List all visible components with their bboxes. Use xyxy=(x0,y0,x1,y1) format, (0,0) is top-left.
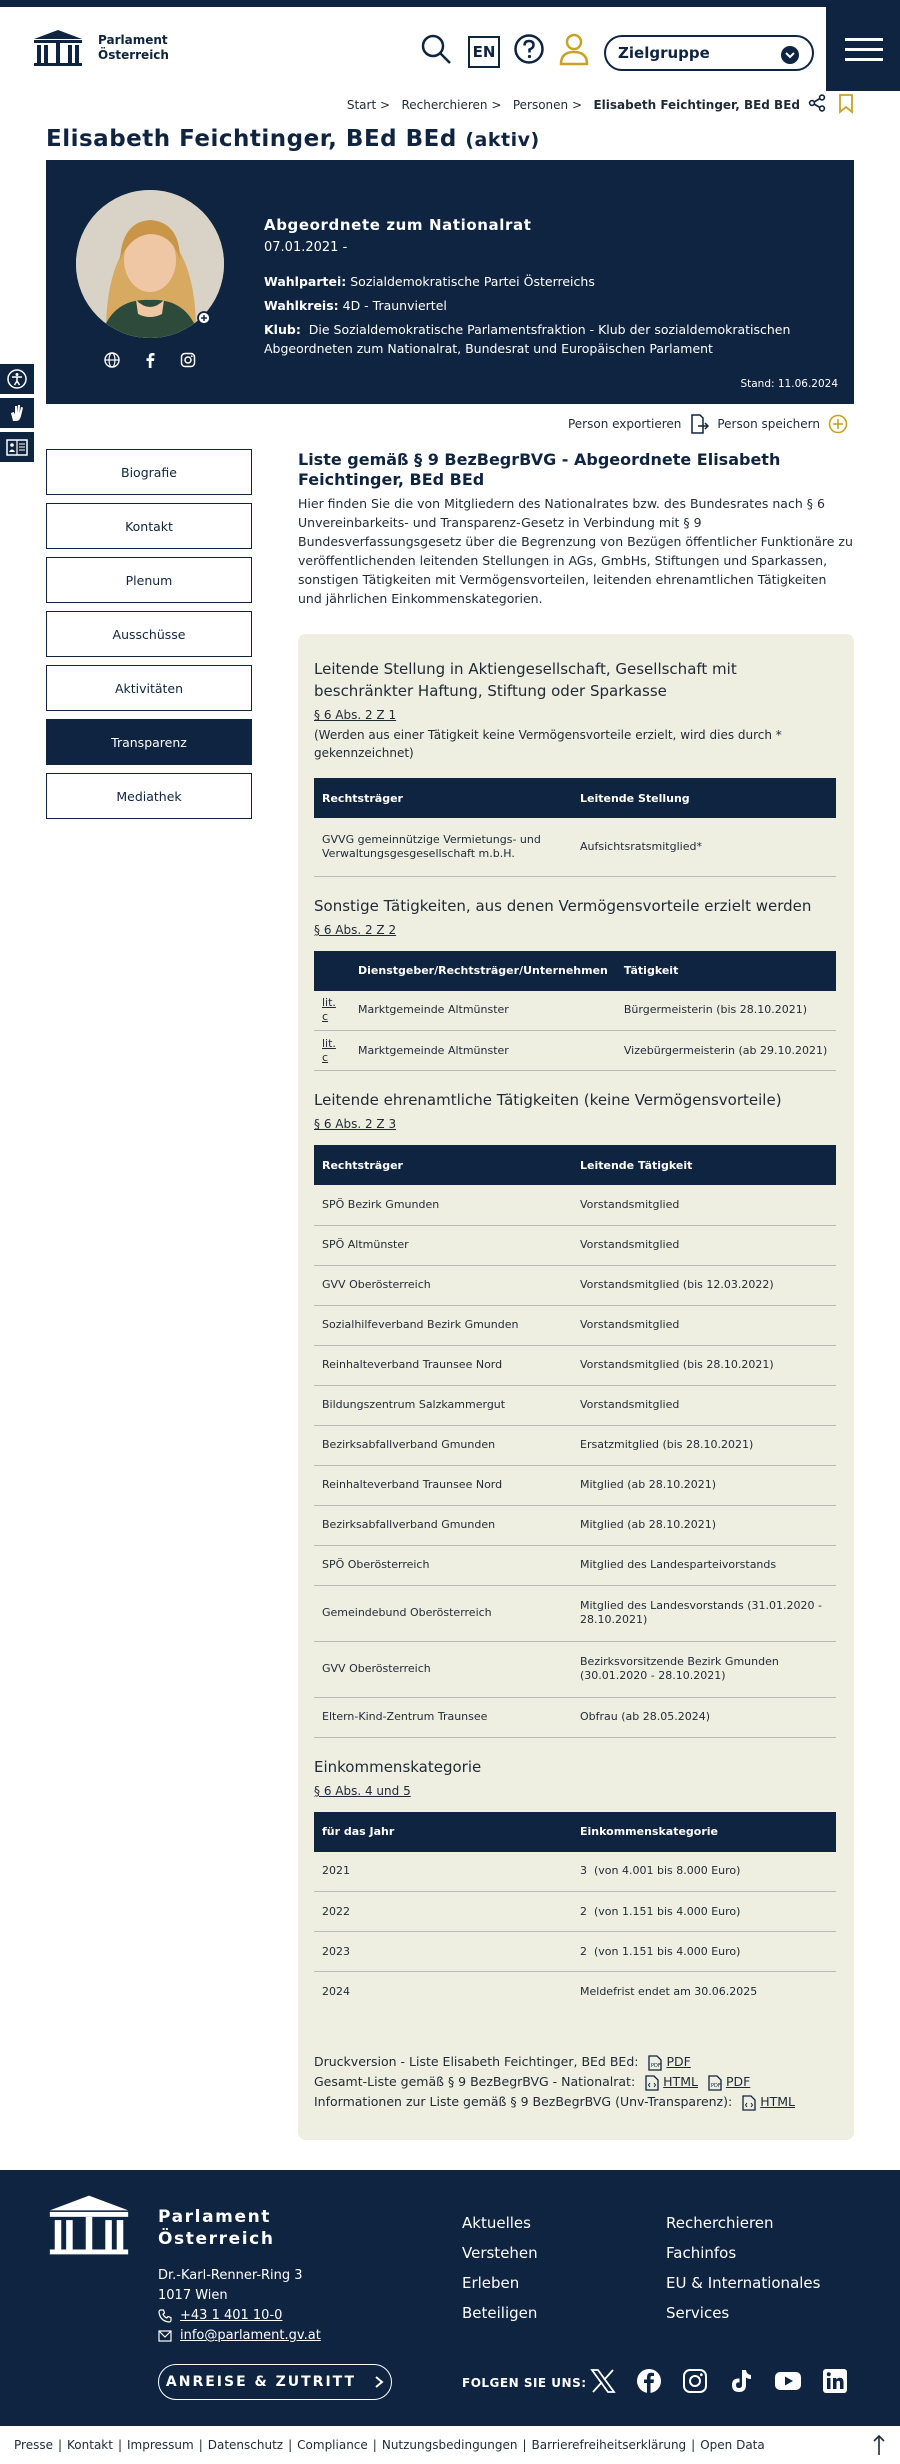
klub-label: Klub: xyxy=(264,322,301,337)
legal-link-impressum[interactable]: Impressum xyxy=(127,2438,194,2452)
table-cell: Mitglied des Landesvorstands (31.01.2020 - 28.10.2021) xyxy=(572,1585,836,1641)
easy-language-icon xyxy=(6,437,28,457)
person-name: Elisabeth Feichtinger, BEd BEd xyxy=(46,126,457,152)
x-twitter-icon[interactable] xyxy=(590,2368,616,2394)
youtube-icon[interactable] xyxy=(774,2368,802,2394)
legal-links-bar xyxy=(0,2426,900,2464)
nav-aktivitaeten[interactable]: Aktivitäten xyxy=(46,665,252,711)
section-ehrenamtlich-title: Leitende ehrenamtliche Tätigkeiten (keine Vermögensvorteile) xyxy=(314,1091,782,1109)
footer-address xyxy=(158,2266,321,2346)
burger-line xyxy=(845,48,883,51)
facebook-icon[interactable] xyxy=(142,352,158,368)
footer-email-link[interactable]: info@parlament.gv.at xyxy=(180,2328,321,2343)
transparency-intro-text: Hier finden Sie die von Mitgliedern des Nationalrates bzw. des Bundesrates nach § 6 Unvereinbarkeits- und Transparenz-Gesetz in Verbindung mit § 9 Bundesverfassungsgesetz über die Begrenzung von Bezügen öffentlicher Funktionäre zu veröffentlichenden leitenden Stellungen in AGs, GmbHs, Stiftungen und Sparkassen, sonstigen Tätigkeiten mit Vermögensvorteilen, leitenden ehrenamtlichen Tätigkeiten und jährlichen Einkommenskategorien. xyxy=(298,496,853,606)
download-label: Informationen zur Liste gemäß § 9 BezBegrBVG (Unv-Transparenz): xyxy=(314,2094,733,2109)
parliament-building-icon[interactable] xyxy=(46,2194,132,2256)
footer-link-services[interactable]: Services xyxy=(666,2304,730,2322)
separator: | xyxy=(372,2438,377,2452)
table-cell: 2 (von 1.151 bis 4.000 Euro) xyxy=(572,1932,836,1972)
footer-link-beteiligen[interactable]: Beteiligen xyxy=(462,2304,538,2322)
column-header: Rechtsträger xyxy=(314,1145,572,1185)
section-leitende-stellung-note: (Werden aus einer Tätigkeit keine Vermögensvorteile erzielt, wird dies durch * gekennzeichnet) xyxy=(314,728,782,760)
footer-street: Dr.-Karl-Renner-Ring 3 xyxy=(158,2268,303,2283)
table-cell: 2024 xyxy=(322,1984,350,1998)
table-cell: GVV Oberösterreich xyxy=(314,1265,572,1305)
table-cell: 2022 xyxy=(314,1892,572,1932)
table-row xyxy=(314,1345,836,1385)
legal-link-datenschutz[interactable]: Datenschutz xyxy=(207,2438,284,2452)
column-header: für das Jahr xyxy=(314,1812,572,1852)
stand-date: Stand: 11.06.2024 xyxy=(740,378,838,390)
table-cell: 2021 xyxy=(314,1852,572,1892)
save-person-link[interactable]: Person speichern xyxy=(717,417,820,431)
footer-title-line-1: Parlament xyxy=(158,2207,272,2227)
section-sonstige-taetigkeiten-title: Sonstige Tätigkeiten, aus denen Vermögensvorteile erzielt werden xyxy=(314,896,812,915)
table-row xyxy=(314,1505,836,1545)
table-cell: Aufsichtsratsmitglied* xyxy=(572,818,836,876)
column-header xyxy=(314,951,350,991)
table-cell: Vorstandsmitglied xyxy=(572,1305,836,1345)
legal-link-kontakt[interactable]: Kontakt xyxy=(67,2438,113,2452)
table-cell: Bezirksabfallverband Gmunden xyxy=(314,1425,572,1465)
pdf-document-icon[interactable] xyxy=(708,2075,722,2091)
anreise-label: ANREISE & ZUTRITT xyxy=(165,2374,357,2390)
wahlpartei-value: Sozialdemokratische Partei Österreichs xyxy=(350,274,595,289)
separator: | xyxy=(198,2438,203,2452)
klub-value: Die Sozialdemokratische Parlamentsfraktion - Klub der sozialdemokratischen Abgeordneten zum Nationalrat, Bundesrat und Europäischen Parlament xyxy=(264,322,791,356)
table-cell: Bürgermeisterin (bis 28.10.2021) xyxy=(616,991,836,1031)
nav-ausschuesse[interactable]: Ausschüsse xyxy=(46,611,252,657)
table-cell: SPÖ Bezirk Gmunden xyxy=(314,1185,572,1225)
legal-link-open-data[interactable]: Open Data xyxy=(700,2438,765,2452)
table-cell: Ersatzmitglied (bis 28.10.2021) xyxy=(572,1425,836,1465)
separator: | xyxy=(288,2438,293,2452)
easy-language-button[interactable] xyxy=(0,432,34,462)
section-leitende-stellung-link[interactable]: § 6 Abs. 2 Z 1 xyxy=(314,708,397,722)
wahlkreis-value: 4D - Traunviertel xyxy=(342,298,447,313)
bookmark-icon[interactable] xyxy=(838,94,854,114)
table-header-row xyxy=(314,1145,836,1185)
table-row xyxy=(314,1641,836,1697)
table-cell: Mitglied (ab 28.10.2021) xyxy=(572,1465,836,1505)
footer-nav-col-2 xyxy=(666,2208,820,2328)
share-icon[interactable] xyxy=(808,94,826,112)
legal-link-barrierefreiheit[interactable]: Barrierefreiheitserklärung xyxy=(531,2438,687,2452)
accessibility-button[interactable] xyxy=(0,364,34,394)
zielgruppe-label: Zielgruppe xyxy=(618,44,710,62)
sonstige-taetigkeiten-table xyxy=(314,951,836,1072)
column-header: Rechtsträger xyxy=(314,778,572,818)
klub-line xyxy=(264,320,824,358)
breadcrumb-personen[interactable]: Personen > xyxy=(512,98,583,112)
footer-phone-link[interactable]: +43 1 401 10-0 xyxy=(180,2308,283,2323)
column-header: Leitende Tätigkeit xyxy=(572,1145,836,1185)
footer-phone-line xyxy=(158,2306,321,2326)
wahlpartei-line xyxy=(264,272,824,291)
transparency-title: Liste gemäß § 9 BezBegrBVG - Abgeordnete Elisabeth Feichtinger, BEd BEd xyxy=(298,450,781,489)
svg-text:PDF: PDF xyxy=(710,2082,721,2089)
table-row xyxy=(314,1932,836,1972)
table-row xyxy=(314,1031,836,1071)
table-header-row xyxy=(314,951,836,991)
footer-link-erleben[interactable]: Erleben xyxy=(462,2274,520,2292)
table-cell: Reinhalteverband Traunsee Nord xyxy=(314,1465,572,1505)
breadcrumb-recherchieren[interactable]: Recherchieren > xyxy=(401,98,502,112)
zoom-photo-icon[interactable] xyxy=(196,310,216,330)
scroll-to-top-icon[interactable] xyxy=(872,2434,886,2456)
person-social-links xyxy=(104,352,196,368)
follow-us-label: FOLGEN SIE UNS: xyxy=(462,2376,587,2390)
footer-social-links xyxy=(590,2368,848,2394)
table-row xyxy=(314,1385,836,1425)
footer-title-line-2: Österreich xyxy=(158,2229,275,2249)
lit-c-link[interactable]: lit. c xyxy=(314,991,350,1031)
transparency-intro xyxy=(298,450,854,608)
downloads xyxy=(314,2052,795,2112)
nav-transparenz[interactable]: Transparenz xyxy=(46,719,252,765)
role-since-date: 07.01.2021 - xyxy=(264,240,348,255)
table-row xyxy=(314,1972,836,2012)
search-icon[interactable] xyxy=(418,31,454,67)
table-row xyxy=(314,1185,836,1225)
person-status: (aktiv) xyxy=(465,129,540,151)
nav-biografie[interactable]: Biografie xyxy=(46,449,252,495)
table-cell: 2 (von 1.151 bis 4.000 Euro) xyxy=(572,1892,836,1932)
table-cell: Reinhalteverband Traunsee Nord xyxy=(314,1345,572,1385)
table-cell: GVV Oberösterreich xyxy=(314,1641,572,1697)
table-cell: Meldefrist endet am 30.06.2025 xyxy=(580,1984,758,1998)
table-row xyxy=(314,1545,836,1585)
table-header-row xyxy=(314,1812,836,1852)
column-header: Leitende Stellung xyxy=(572,778,836,818)
person-subnav xyxy=(46,449,252,827)
breadcrumb xyxy=(0,98,800,112)
linkedin-icon[interactable] xyxy=(822,2368,848,2394)
chevron-down-icon xyxy=(780,45,800,65)
logo-line-1: Parlament xyxy=(98,33,168,47)
download-line-druckversion xyxy=(314,2052,795,2072)
wahlkreis-label: Wahlkreis: xyxy=(264,298,339,313)
table-cell: SPÖ Altmünster xyxy=(314,1225,572,1265)
table-cell: Sozialhilfeverband Bezirk Gmunden xyxy=(314,1305,572,1345)
informationen-html-link[interactable]: HTML xyxy=(760,2094,795,2109)
leitende-stellung-table xyxy=(314,778,836,877)
table-row xyxy=(314,1265,836,1305)
table-cell: Mitglied des Landesparteivorstands xyxy=(572,1545,836,1585)
export-icon[interactable] xyxy=(689,414,709,434)
section-einkommenskategorie-title: Einkommenskategorie xyxy=(314,1757,482,1776)
site-header xyxy=(0,7,900,91)
table-cell: Mitglied (ab 28.10.2021) xyxy=(572,1505,836,1545)
table-cell: Bildungszentrum Salzkammergut xyxy=(314,1385,572,1425)
column-header: Einkommenskategorie xyxy=(572,1812,836,1852)
footer-link-verstehen[interactable]: Verstehen xyxy=(462,2244,538,2262)
section-leitende-stellung-title: Leitende Stellung in Aktiengesellschaft, Gesellschaft mit beschränkter Haftung, Stiftung oder Sparkasse xyxy=(314,660,737,700)
column-header: Tätigkeit xyxy=(616,951,836,991)
user-login-icon[interactable] xyxy=(556,31,592,67)
separator: | xyxy=(522,2438,527,2452)
section-einkommenskategorie-link[interactable]: § 6 Abs. 4 und 5 xyxy=(314,1783,411,1798)
transparency-card xyxy=(298,634,854,2140)
download-line-informationen xyxy=(314,2092,795,2112)
ehrenamtlich-table xyxy=(314,1145,836,1738)
table-cell: Vorstandsmitglied xyxy=(572,1185,836,1225)
instagram-icon[interactable] xyxy=(682,2368,708,2394)
website-globe-icon[interactable] xyxy=(104,352,120,368)
nav-plenum[interactable]: Plenum xyxy=(46,557,252,603)
svg-text:PDF: PDF xyxy=(651,2062,662,2069)
parlament-logo[interactable] xyxy=(32,29,169,67)
druckversion-pdf-link[interactable]: PDF xyxy=(666,2054,691,2069)
chevron-right-icon xyxy=(374,2376,384,2388)
table-cell: Vorstandsmitglied (bis 28.10.2021) xyxy=(572,1345,836,1385)
top-accent-bar xyxy=(0,0,900,7)
burger-line xyxy=(845,38,883,41)
wahlpartei-label: Wahlpartei: xyxy=(264,274,347,289)
table-row xyxy=(314,1585,836,1641)
table-row xyxy=(314,991,836,1031)
footer-email-line xyxy=(158,2326,321,2346)
wahlkreis-line xyxy=(264,296,824,315)
html-document-icon[interactable] xyxy=(742,2095,756,2111)
table-row xyxy=(314,1305,836,1345)
legal-link-presse[interactable]: Presse xyxy=(14,2438,53,2452)
table-cell: Vorstandsmitglied (bis 12.03.2022) xyxy=(572,1265,836,1305)
footer-link-aktuelles[interactable]: Aktuelles xyxy=(462,2214,531,2232)
table-cell: Bezirksabfallverband Gmunden xyxy=(314,1505,572,1545)
footer-nav-col-1 xyxy=(462,2208,538,2328)
table-header-row xyxy=(314,778,836,818)
column-header: Dienstgeber/Rechtsträger/Unternehmen xyxy=(350,951,616,991)
table-cell: Marktgemeinde Altmünster xyxy=(350,991,616,1031)
parliament-building-icon xyxy=(32,29,84,67)
download-line-gesamtliste xyxy=(314,2072,795,2092)
footer-city: 1017 Wien xyxy=(158,2288,228,2303)
table-row xyxy=(314,1225,836,1265)
person-actions xyxy=(0,414,848,434)
mail-icon xyxy=(158,2330,172,2342)
breadcrumb-current: Elisabeth Feichtinger, BEd BEd xyxy=(593,98,800,112)
table-row xyxy=(314,1465,836,1505)
footer-link-recherchieren[interactable]: Recherchieren xyxy=(666,2214,774,2232)
table-cell: Gemeindebund Oberösterreich xyxy=(314,1585,572,1641)
burger-line xyxy=(845,58,883,61)
role-title: Abgeordnete zum Nationalrat xyxy=(264,216,532,234)
add-circle-icon[interactable] xyxy=(828,414,848,434)
gesamtliste-pdf-link[interactable]: PDF xyxy=(725,2074,751,2089)
section-sonstige-taetigkeiten-link[interactable]: § 6 Abs. 2 Z 2 xyxy=(314,922,397,937)
download-label: Gesamt-Liste gemäß § 9 BezBegrBVG - Nationalrat: xyxy=(314,2074,636,2089)
table-row xyxy=(314,818,836,876)
table-cell: Marktgemeinde Altmünster xyxy=(350,1031,616,1071)
help-icon[interactable] xyxy=(511,31,547,67)
table-row xyxy=(314,1892,836,1932)
legal-link-nutzungsbedingungen[interactable]: Nutzungsbedingungen xyxy=(381,2438,518,2452)
legal-link-compliance[interactable]: Compliance xyxy=(297,2438,368,2452)
separator: | xyxy=(117,2438,122,2452)
einkommenskategorie-table xyxy=(314,1812,836,2012)
table-row xyxy=(314,1852,836,1892)
separator: | xyxy=(57,2438,63,2452)
table-cell: Eltern-Kind-Zentrum Traunsee xyxy=(314,1697,572,1737)
anreise-zutritt-button[interactable] xyxy=(158,2364,392,2400)
zielgruppe-select[interactable] xyxy=(604,35,814,71)
table-cell: 2023 xyxy=(314,1932,572,1972)
export-person-link[interactable]: Person exportieren xyxy=(567,417,682,431)
pdf-document-icon[interactable] xyxy=(648,2055,662,2071)
table-row xyxy=(314,1425,836,1465)
download-label: Druckversion - Liste Elisabeth Feichtinger, BEd BEd: xyxy=(314,2054,639,2069)
html-document-icon[interactable] xyxy=(645,2075,659,2091)
table-cell: Bezirksvorsitzende Bezirk Gmunden (30.01.2020 - 28.10.2021) xyxy=(572,1641,836,1697)
breadcrumb-start[interactable]: Start > xyxy=(346,98,391,112)
facebook-icon[interactable] xyxy=(636,2368,662,2394)
table-cell: 3 (von 4.001 bis 8.000 Euro) xyxy=(572,1852,836,1892)
section-ehrenamtlich-link[interactable]: § 6 Abs. 2 Z 3 xyxy=(314,1117,397,1131)
logo-line-2: Österreich xyxy=(98,48,169,62)
nav-mediathek[interactable]: Mediathek xyxy=(46,773,252,819)
person-info-panel xyxy=(46,160,854,404)
nav-kontakt[interactable]: Kontakt xyxy=(46,503,252,549)
footer-title xyxy=(158,2206,275,2250)
table-cell: Obfrau (ab 28.05.2024) xyxy=(572,1697,836,1737)
table-cell: SPÖ Oberösterreich xyxy=(314,1545,572,1585)
menu-button[interactable] xyxy=(826,7,900,91)
phone-icon xyxy=(158,2309,172,2323)
footer-link-eu-internationales[interactable]: EU & Internationales xyxy=(666,2274,821,2292)
table-cell: Vorstandsmitglied xyxy=(572,1385,836,1425)
language-switch-button[interactable]: EN xyxy=(468,36,500,68)
site-footer xyxy=(0,2170,900,2426)
table-cell: Vizebürgermeisterin (ab 29.10.2021) xyxy=(616,1031,836,1071)
lit-c-link[interactable]: lit. c xyxy=(314,1031,350,1071)
table-cell: GVVG gemeinnützige Vermietungs- und Verwaltungsgesgesellschaft m.b.H. xyxy=(314,818,572,876)
footer-link-fachinfos[interactable]: Fachinfos xyxy=(666,2244,737,2262)
table-cell: Vorstandsmitglied xyxy=(572,1225,836,1265)
gesamtliste-html-link[interactable]: HTML xyxy=(663,2074,698,2089)
accessibility-icon xyxy=(7,369,27,389)
separator: | xyxy=(691,2438,696,2452)
tiktok-icon[interactable] xyxy=(728,2368,754,2394)
table-row xyxy=(314,1697,836,1737)
page-title xyxy=(46,126,540,152)
instagram-icon[interactable] xyxy=(180,352,196,368)
